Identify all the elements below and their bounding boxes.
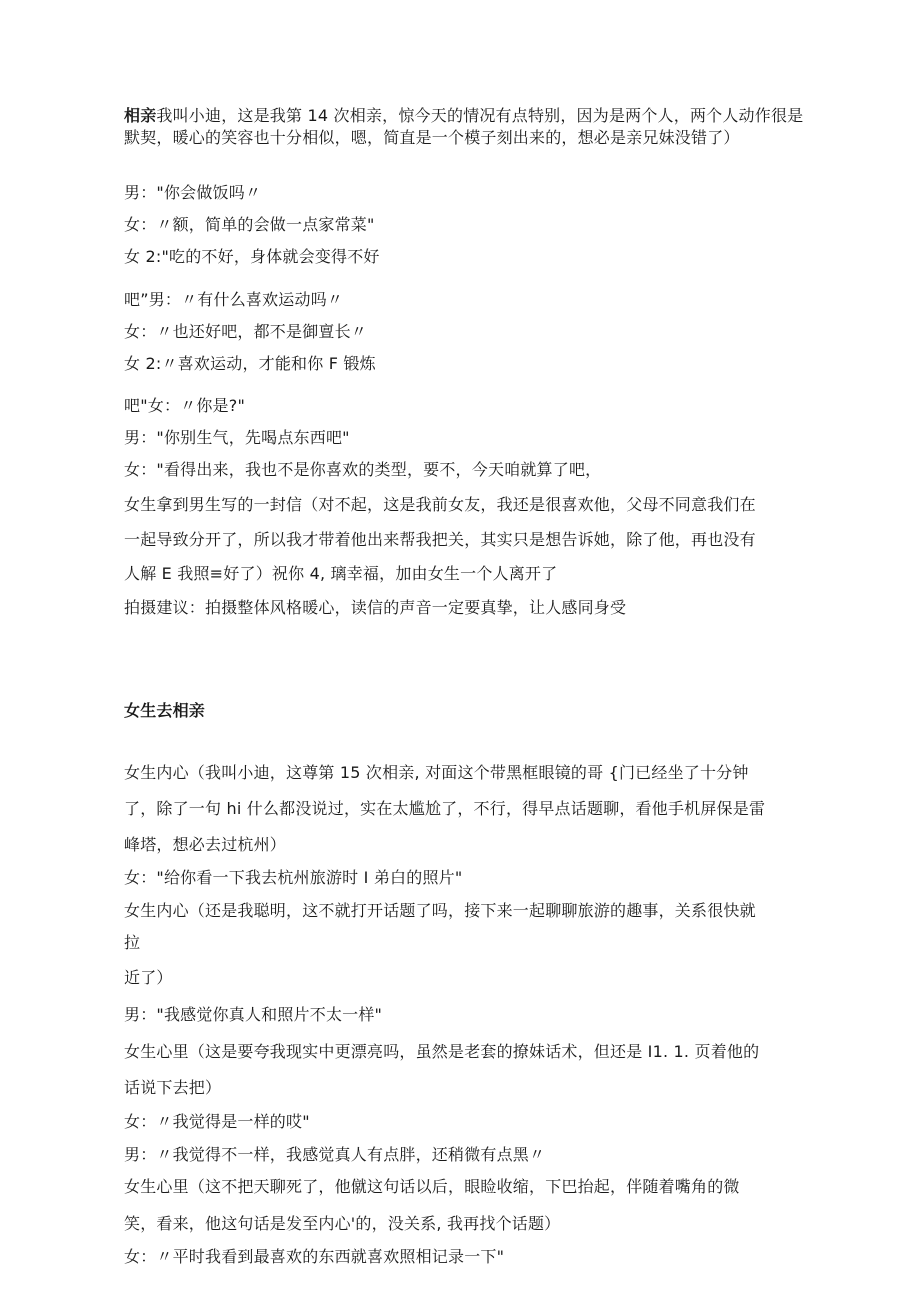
dialogue-line: 男：〃我觉得不一样，我感觉真人有点胖，还稍微有点黑〃 — [124, 1145, 546, 1164]
section1-bold-prefix: 相亲 — [124, 106, 157, 125]
narration-line: 拉 — [124, 933, 141, 952]
dialogue-line: 女：〃我觉得是一样的哎" — [124, 1112, 310, 1131]
narration-line: 女生内心（还是我聪明，这不就打开话题了吗，接下来一起聊聊旅游的趣事，关系很快就 — [124, 901, 756, 920]
dialogue-line: 吧"女：〃你是?" — [124, 396, 246, 415]
narration-line: 笑，看来，他这句话是发至内心'的，没关系, 我再找个话题） — [124, 1214, 561, 1233]
dialogue-line: 女 2:〃喜欢运动，才能和你 F 锻炼 — [124, 354, 376, 373]
dialogue-line: 男："你会做饭吗〃 — [124, 183, 262, 202]
narration-line: 人解 E 我照≡好了）祝你 4, 璃幸福，加由女生一个人离开了 — [124, 564, 558, 583]
dialogue-line: 女："看得出来，我也不是你喜欢的类型，要不，今天咱就算了吧， — [124, 460, 602, 479]
narration-line: 女生拿到男生写的一封信（对不起，这是我前女友，我还是很喜欢他，父母不同意我们在 — [124, 495, 756, 514]
narration-line: 一起导致分开了，所以我才带着他出来帮我把关，其实只是想告诉她，除了他，再也没有 — [124, 530, 756, 549]
section1-intro-paragraph — [124, 105, 804, 149]
dialogue-line: 女：〃平时我看到最喜欢的东西就喜欢照相记录一下" — [124, 1247, 505, 1266]
dialogue-line: 女：〃也还好吧，都不是御亶长〃 — [124, 322, 368, 341]
dialogue-line: 男："我感觉你真人和照片不太一样" — [124, 1005, 383, 1024]
narration-line: 女生心里（这是要夸我现实中更漂亮吗，虽然是老套的撩妹话术，但还是 I1. 1. 页着他的 — [124, 1042, 760, 1061]
narration-line: 峰塔，想必去过杭州） — [124, 835, 287, 854]
narration-line: 话说下去把） — [124, 1078, 222, 1097]
narration-line: 近了） — [124, 968, 173, 987]
dialogue-line: 女："给你看一下我去杭州旅游时 I 弟白的照片" — [124, 868, 463, 887]
shooting-suggestion-line: 拍摄建议：拍摄整体风格暖心，读信的声音一定要真挚，让人感同身受 — [124, 598, 627, 617]
section2-heading: 女生去相亲 — [124, 701, 206, 720]
dialogue-line: 吧”男：〃有什么喜欢运动吗〃 — [124, 290, 344, 309]
dialogue-line: 男："你别生气，先喝点东西吧" — [124, 428, 350, 447]
dialogue-line: 女 2:"吃的不好，身体就会变得不好 — [124, 247, 380, 266]
dialogue-line: 女：〃额，简单的会做一点家常菜" — [124, 215, 375, 234]
section1-intro-text: 我叫小迪，这是我第 14 次相亲，惊今天的情况有点特别，因为是两个人，两个人动作很是默契，暖心的笑容也十分相似，嗯，简直是一个模子刻出来的，想必是亲兄妹没错了） — [124, 106, 804, 147]
narration-line: 了，除了一句 hi 什么都没说过，实在太尴尬了，不行，得早点话题聊，看他手机屏保是雷 — [124, 799, 766, 818]
narration-line: 女生内心（我叫小迪，这尊第 15 次相亲, 对面这个带黑框眼镜的哥 {门已经坐了十分钟 — [124, 763, 749, 782]
narration-line: 女生心里（这不把天聊死了，他僦这句话以后，眼睑收缩，下巴抬起，伴随着嘴角的微 — [124, 1177, 740, 1196]
